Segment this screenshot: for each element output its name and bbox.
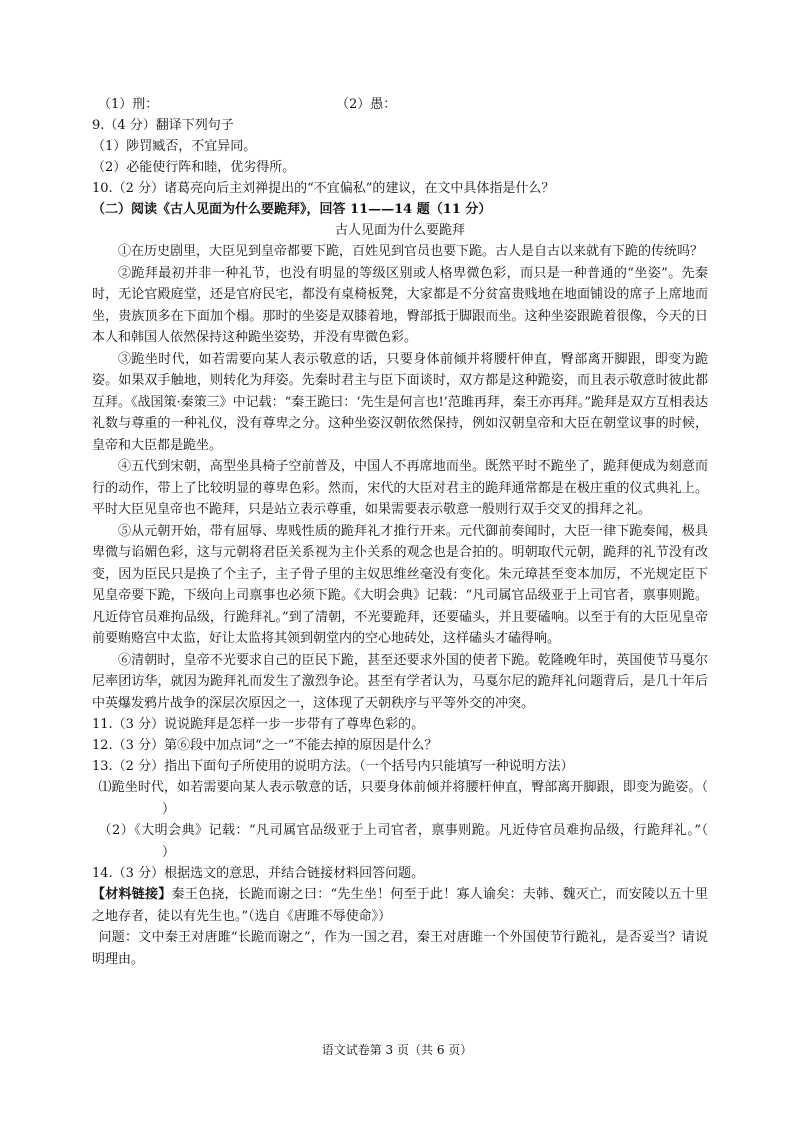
q14-question: 问题：文中秦王对唐雎“长跪而谢之”，作为一国之君，秦王对唐雎一个外国使节行跪礼，是否妥当？请说明理由。 (92, 930, 708, 967)
article-paragraph-1: ①在历史剧里，大臣见到皇帝都要下跪，百姓见到官员也要下跪。古人是自古以来就有下跪的传统吗？ (118, 244, 704, 259)
q8-item-1: （1）刑： (98, 97, 159, 112)
q13-sentence-2-close: ） (162, 844, 176, 860)
article-paragraph-5: ⑤从元朝开始，带有屈辱、卑贱性质的跪拜礼才推行开来。元代御前奏闻时，大臣一律下跪奏闻，极具卑微与谄媚色彩，这与元朝将君臣关系视为主仆关系的观念也是合拍的。明朝取代元朝，跪拜的礼节没有改变，因为臣民只是换了个主子，主子骨子里的主奴思维丝毫没有变化。朱元璋甚至变本加厉，不光规定臣下见皇帝要下跪，下级向上司禀事也必须下跪。《大明会典》记载：“凡司属官品级亚于上司官者，禀事则跪。凡近侍官员难拘品级，行跪拜礼。”到了清朝，不光要跪拜，还要磕头，并且要磕响。以至于有的大臣见皇帝前要贿赂宫中太监，好让太监将其领到朝堂内的空心地砖处，这样磕头才磕得响。 (92, 523, 708, 646)
article-title: 古人见面为什么要跪拜 (334, 223, 465, 238)
q14-material-link (92, 884, 708, 927)
page-footer: 语文试卷第 3 页（共 6 页） (321, 1043, 473, 1057)
article-paragraph-6: ⑥清朝时，皇帝不光要求自己的臣民下跪，甚至还要求外国的使者下跪。乾隆晚年时，英国使节马戛尔尼率团访华，就因为跪拜礼而发生了激烈争论。甚至有学者认为，马戛尔尼的跪拜礼问题背后，是几十年后中英爆发鸦片战争的深层次原因之一，这体现了天朝秩序与平等外交的冲突。 (92, 652, 708, 711)
q13-stem: 13.（2 分）指出下面句子所使用的说明方法。（一个括号内只能填写一种说明方法） (92, 759, 574, 774)
q13-sentence-2-text: （2）《大明会典》记载：“凡司属官品级亚于上司官者，禀事则跪。凡近侍官员难拘品级，行跪拜礼。”（ (98, 823, 708, 838)
q13-sentence-1-text: ⑴跪坐时代，如若需要向某人表示敬意的话，只要身体前倾并将腰杆伸直，臀部离开脚跟，即变为跪姿。（ (98, 780, 708, 795)
q14-stem: 14.（3 分）根据选文的意思，并结合链接材料回答问题。 (92, 866, 425, 881)
q13-sentence-1-close: ） (162, 801, 176, 817)
q8-item-2: （2）愚： (336, 97, 397, 112)
q9-stem: 9.（4 分）翻译下列句子 (92, 118, 234, 133)
article-paragraph-2: ②跪拜最初并非一种礼节，也没有明显的等级区别或人格卑微色彩，而只是一种普通的“坐姿”。先秦时，无论官殿庭堂，还是官府民宅，都没有桌椅板凳，大家都是不分贫富贵贱地在地面铺设的席子上席地而坐，贵族顶多在下面加个榻。那时的坐姿是双膝着地，臀部抵于脚跟而坐。这种坐姿跟跪着很像，今天的日本人和韩国人依然保持这种跪坐姿势，并没有卑微色彩。 (92, 265, 708, 345)
q14-material-link-label: 【材料链接】 (92, 887, 172, 902)
article-paragraph-4: ④五代到宋朝，高型坐具椅子空前普及，中国人不再席地而坐。既然平时不跪坐了，跪拜便成为刻意而行的动作，带上了比较明显的尊卑色彩。然而，宋代的大臣对君主的跪拜通常都是在极庄重的仪式典礼上。平时大臣见皇帝也不跪拜，只是站立表示尊重，如果需要表示敬意一般则行双手交叉的揖拜之礼。 (92, 459, 708, 517)
q8-items-row (92, 94, 708, 115)
q11-stem: 11.（3 分）说说跪拜是怎样一步一步带有了尊卑色彩的。 (92, 717, 425, 732)
q9-sentence-1: （1）陟罚臧否，不宜异同。 (92, 139, 257, 154)
section-2-heading: （二）阅读《古人见面为什么要跪拜》，回答 11——14 题（11 分） (92, 202, 492, 217)
q14-material-link-text: 秦王色挠，长跪而谢之曰：“先生坐！何至于此！寡人谕矣：夫韩、魏灭亡，而安陵以五十里之地存者，徒以有先生也。”（选自《唐雎不辱使命》） (92, 887, 708, 924)
q10-stem: 10.（2 分）诸葛亮向后主刘禅提出的“不宜偏私”的建议，在文中具体指是什么？ (92, 181, 555, 196)
q13-sentence-1 (92, 777, 708, 820)
q13-sentence-2 (92, 820, 708, 863)
q9-sentence-2: （2）必能使行阵和睦，优劣得所。 (92, 160, 296, 175)
article-paragraph-3: ③跪坐时代，如若需要向某人表示敬意的话，只要身体前倾并将腰杆伸直，臀部离开脚跟，即变为跪姿。如果双手触地，则转化为拜姿。先秦时君主与臣下面谈时，双方都是这种跪姿，而且表示敬意时彼此都互拜。《战国策·秦策三》中记载：“秦王跪曰：‘先生是何言也!’范雎再拜，秦王亦再拜。”跪拜是双方互相表达礼数与尊重的一种礼仪，没有尊卑之分。这种坐姿汉朝依然保持，例如汉朝皇帝和大臣在朝堂议事的时候，皇帝和大臣都是跪坐。 (92, 351, 708, 453)
q12-stem: 12.（3 分）第⑥段中加点词“之一”不能去掉的原因是什么？ (92, 738, 438, 753)
exam-page-content (92, 94, 708, 970)
